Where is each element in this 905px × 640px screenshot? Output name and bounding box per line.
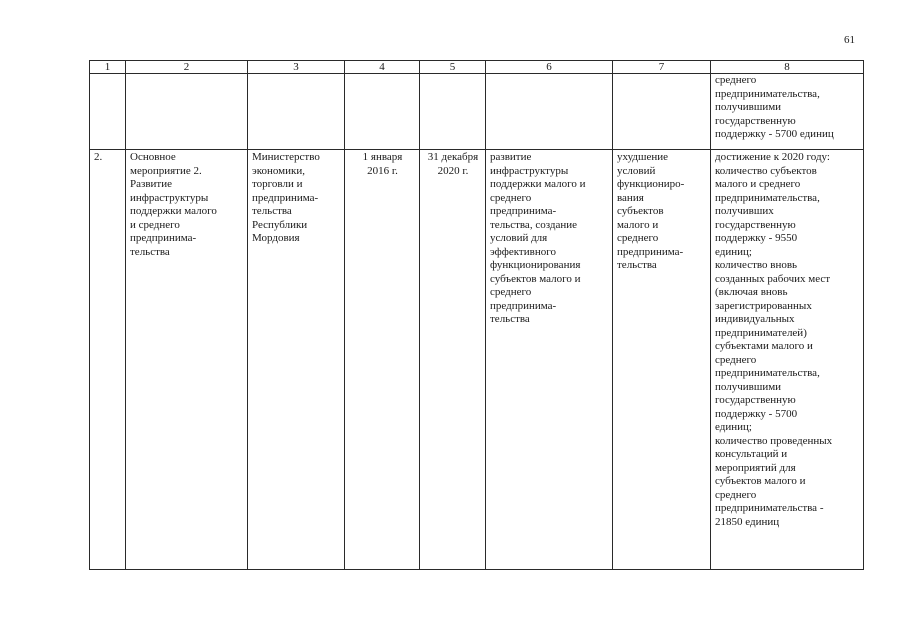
cell-line: среднего bbox=[490, 191, 532, 204]
cell-line: инфраструктуры bbox=[490, 164, 569, 177]
cell-line: среднего bbox=[617, 232, 659, 244]
cell-line: количество проведенных bbox=[715, 434, 833, 447]
consequence-cell bbox=[613, 150, 711, 570]
cell-line: субъектов малого и bbox=[490, 272, 581, 285]
cell-line: государственную bbox=[715, 114, 796, 127]
cell-line: мероприятие 2. bbox=[130, 164, 202, 177]
cell-line: функциониро- bbox=[617, 178, 685, 190]
cell-line: предпринимательства, bbox=[715, 367, 820, 379]
cell-line: среднего bbox=[715, 488, 757, 501]
cell-line: Основное bbox=[130, 151, 176, 163]
cell-line: тельства bbox=[252, 205, 292, 217]
cell-line: мероприятий для bbox=[715, 461, 796, 474]
cell-line: Республики bbox=[252, 218, 308, 231]
cell-line: зарегистрированных bbox=[715, 299, 812, 312]
cell-line: предпринима- bbox=[617, 245, 684, 258]
empty-cell bbox=[90, 74, 126, 150]
cell-line: предпринимательства, bbox=[715, 191, 820, 204]
cell-line: поддержки малого и bbox=[490, 178, 586, 190]
header-cell: 6 bbox=[486, 61, 613, 74]
row-number-cell: 2. bbox=[90, 150, 126, 570]
empty-cell bbox=[248, 74, 345, 150]
cell-line: предпринима- bbox=[490, 205, 557, 217]
cell-line: консультаций и bbox=[715, 448, 788, 460]
header-cell: 8 bbox=[711, 61, 864, 74]
cell-line: субъектов малого и bbox=[715, 475, 806, 487]
header-cell: 4 bbox=[345, 61, 420, 74]
empty-cell bbox=[345, 74, 420, 150]
cell-line: и среднего bbox=[130, 218, 180, 231]
cell-line: Мордовия bbox=[252, 232, 300, 244]
cell-line: индивидуальных bbox=[715, 313, 795, 325]
cell-line: торговли и bbox=[252, 178, 303, 190]
cell-line: тельства bbox=[130, 245, 170, 258]
cell-line: среднего bbox=[715, 353, 757, 366]
cell-line: ухудшение bbox=[617, 151, 668, 163]
cell-line: тельства bbox=[490, 313, 530, 325]
cell-line: поддержку - 5700 единиц bbox=[715, 128, 834, 140]
cell-line: тельства bbox=[617, 259, 657, 271]
column-number-header-row bbox=[90, 61, 864, 74]
cell-line: эффективного bbox=[490, 245, 556, 258]
cell-line: инфраструктуры bbox=[130, 191, 209, 204]
cell-line: 2016 г. bbox=[367, 164, 398, 177]
cell-line: достижение к 2020 году: bbox=[715, 151, 830, 163]
cell-line: поддержку - 9550 bbox=[715, 232, 798, 244]
indicator-cell bbox=[711, 150, 864, 570]
header-cell: 5 bbox=[420, 61, 486, 74]
end-date-cell bbox=[420, 150, 486, 570]
cell-line: Развитие bbox=[130, 178, 173, 190]
cell-line: 1 января bbox=[362, 151, 403, 163]
cell-line: единиц; bbox=[715, 421, 752, 433]
cell-line: получившими bbox=[715, 380, 782, 393]
cell-line: предпринима- bbox=[252, 191, 319, 204]
cell-line: функционирования bbox=[490, 259, 581, 271]
cell-line: поддержку - 5700 bbox=[715, 407, 798, 420]
cell-line: малого и bbox=[617, 218, 659, 231]
cell-line: государственную bbox=[715, 394, 796, 406]
cell-line: предпринима- bbox=[130, 232, 197, 244]
indicator-continuation-cell bbox=[711, 74, 864, 150]
header-cell: 7 bbox=[613, 61, 711, 74]
table-row bbox=[90, 150, 864, 570]
cell-line: Министерство bbox=[252, 151, 320, 163]
cell-line: вания bbox=[617, 191, 644, 204]
cell-line: экономики, bbox=[252, 164, 306, 177]
cell-line: созданных рабочих мест bbox=[715, 272, 831, 285]
cell-line: условий bbox=[617, 164, 656, 177]
cell-line: предпринима- bbox=[490, 299, 557, 312]
header-cell: 1 bbox=[90, 61, 126, 74]
cell-line: поддержки малого bbox=[130, 205, 217, 217]
cell-line: 2020 г. bbox=[437, 164, 469, 177]
cell-line: 21850 единиц bbox=[715, 515, 780, 528]
measures-table bbox=[89, 60, 864, 570]
measure-name-cell bbox=[126, 150, 248, 570]
cell-line: (включая вновь bbox=[715, 286, 788, 298]
cell-line: 31 декабря bbox=[427, 151, 479, 163]
cell-line: субъектами малого и bbox=[715, 340, 813, 352]
cell-line: предпринимательства - bbox=[715, 502, 824, 514]
empty-cell bbox=[613, 74, 711, 150]
cell-line: тельства, создание bbox=[490, 218, 577, 231]
cell-line: получившими bbox=[715, 101, 782, 113]
cell-line: субъектов bbox=[617, 205, 664, 217]
continuation-row bbox=[90, 74, 864, 150]
header-cell: 3 bbox=[248, 61, 345, 74]
page-number: 61 bbox=[844, 34, 855, 46]
cell-line: государственную bbox=[715, 218, 796, 231]
cell-line: количество субъектов bbox=[715, 164, 817, 177]
cell-line: условий для bbox=[490, 232, 548, 244]
cell-line: предпринимателей) bbox=[715, 326, 807, 339]
expected-result-cell bbox=[486, 150, 613, 570]
empty-cell bbox=[126, 74, 248, 150]
header-cell: 2 bbox=[126, 61, 248, 74]
cell-line: получивших bbox=[715, 205, 774, 217]
cell-line: среднего bbox=[715, 74, 757, 86]
executor-cell bbox=[248, 150, 345, 570]
cell-line: малого и среднего bbox=[715, 178, 801, 190]
cell-line: единиц; bbox=[715, 245, 752, 258]
empty-cell bbox=[486, 74, 613, 150]
start-date-cell bbox=[345, 150, 420, 570]
cell-line: развитие bbox=[490, 151, 532, 163]
cell-line: количество вновь bbox=[715, 259, 798, 271]
cell-line: предпринимательства, bbox=[715, 87, 820, 100]
empty-cell bbox=[420, 74, 486, 150]
cell-line: среднего bbox=[490, 286, 532, 298]
